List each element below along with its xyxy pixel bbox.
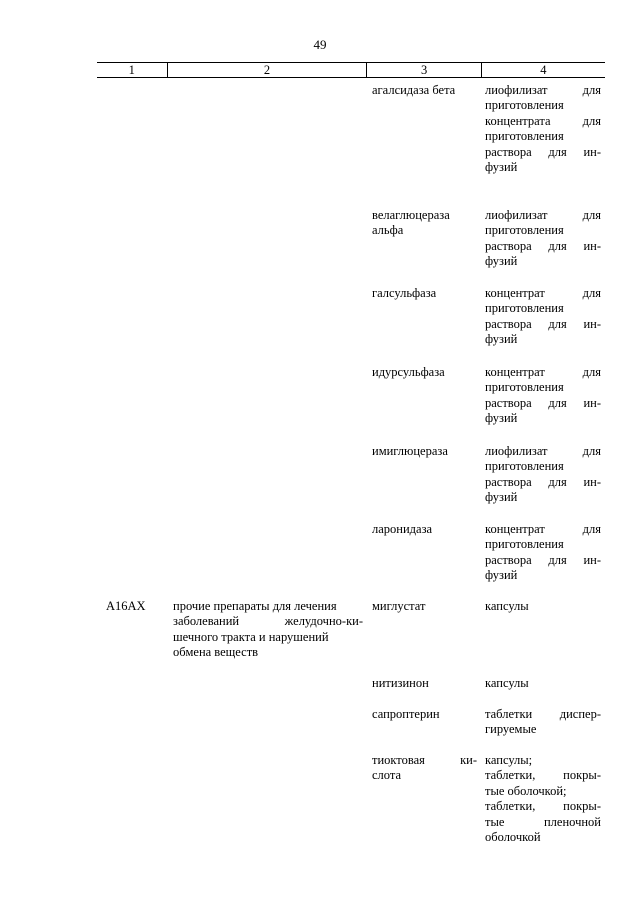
dosage-form (481, 676, 605, 691)
cell-line: ларонидаза (372, 522, 433, 536)
page-number: 49 (313, 37, 327, 52)
cell-line: приготовления (485, 223, 564, 238)
cell-line: капсулы (485, 676, 529, 690)
cell-line: капсулы; (485, 753, 533, 767)
cell-line: галсульфаза (372, 286, 437, 300)
table-header (97, 62, 605, 78)
anatomical-group (167, 444, 367, 506)
cell-line: концентрат для (485, 365, 601, 379)
dosage-form (481, 444, 605, 506)
drug-name (367, 676, 481, 691)
atc-code (97, 208, 167, 270)
header-col-2: 2 (168, 63, 368, 77)
cell-line: лиофилизат для (485, 444, 601, 458)
cell-line: обмена веществ (173, 645, 259, 660)
cell-line: прочие препараты для лечения (173, 599, 337, 613)
cell-line: фузий (485, 568, 518, 583)
cell-line: слота (372, 768, 402, 783)
cell-line: агалсидаза бета (372, 83, 456, 97)
anatomical-group (167, 286, 367, 348)
table-row (97, 522, 605, 584)
dosage-form (481, 753, 605, 845)
drug-name (367, 707, 481, 738)
atc-code (97, 753, 167, 845)
table-row (97, 83, 605, 175)
cell-line: приготовления (485, 98, 564, 113)
drug-name (367, 599, 481, 661)
cell-line: таблетки, покры- (485, 768, 601, 783)
atc-code: А16АХ (106, 599, 146, 613)
atc-code (97, 365, 167, 427)
cell-line: нитизинон (372, 676, 429, 690)
cell-line: приготовления (485, 301, 564, 316)
cell-line: фузий (485, 254, 518, 269)
cell-line: тиоктовая ки- (372, 753, 477, 767)
drug-name (367, 286, 481, 348)
drug-name (367, 444, 481, 506)
cell-line: концентрата для (485, 113, 601, 128)
cell-line: раствора для ин- (485, 144, 601, 159)
cell-line: фузий (485, 411, 518, 426)
drug-name (367, 365, 481, 427)
header-col-1: 1 (97, 63, 168, 77)
cell-line: оболочкой (485, 830, 541, 845)
drug-name (367, 83, 481, 175)
cell-line: капсулы (485, 599, 529, 613)
cell-line: лиофилизат для (485, 208, 601, 222)
table-row (97, 444, 605, 506)
anatomical-group (167, 208, 367, 270)
cell-line: велаглюцераза (372, 208, 450, 222)
cell-line: приготовления (485, 537, 564, 552)
cell-line: таблетки, покры- (485, 799, 601, 814)
cell-line: гируемые (485, 722, 537, 737)
cell-line: приготовления (485, 380, 564, 395)
table-row (97, 365, 605, 427)
drug-name (367, 753, 481, 845)
anatomical-group (167, 753, 367, 845)
cell-line: концентрат для (485, 522, 601, 536)
atc-code (97, 286, 167, 348)
dosage-form (481, 365, 605, 427)
cell-line: тые оболочкой; (485, 783, 567, 798)
cell-line: таблетки диспер- (485, 707, 601, 721)
table-row (97, 208, 605, 270)
cell-line: заболеваний желудочно-ки- (173, 614, 363, 629)
cell-line: лиофилизат для (485, 83, 601, 97)
anatomical-group (167, 83, 367, 175)
dosage-form (481, 522, 605, 584)
table-row (97, 707, 605, 738)
atc-code (97, 444, 167, 506)
cell-line: раствора для ин- (485, 316, 601, 331)
header-col-3: 3 (367, 63, 481, 77)
cell-line: концентрат для (485, 286, 601, 300)
atc-code (97, 522, 167, 584)
cell-line: имиглюцераза (372, 444, 448, 458)
cell-line: тые пленочной (485, 814, 601, 829)
cell-line: раствора для ин- (485, 552, 601, 567)
table-row (97, 676, 605, 691)
anatomical-group (167, 707, 367, 738)
cell-line: миглустат (372, 599, 426, 613)
dosage-form (481, 707, 605, 738)
dosage-form (481, 83, 605, 175)
drug-name (367, 208, 481, 270)
cell-line: фузий (485, 160, 518, 175)
anatomical-group (167, 522, 367, 584)
table-row (97, 286, 605, 348)
atc-code (97, 676, 167, 691)
anatomical-group (167, 599, 367, 661)
dosage-form (481, 286, 605, 348)
cell-line: раствора для ин- (485, 395, 601, 410)
atc-code (97, 83, 167, 175)
cell-line: приготовления (485, 459, 564, 474)
drug-name (367, 522, 481, 584)
dosage-form (481, 208, 605, 270)
cell-line: альфа (372, 223, 404, 238)
header-col-4: 4 (540, 63, 547, 77)
dosage-form (481, 599, 605, 661)
drug-table (97, 62, 605, 845)
cell-line: шечного тракта и нарушений (173, 629, 329, 644)
cell-line: фузий (485, 490, 518, 505)
anatomical-group (167, 676, 367, 691)
cell-line: сапроптерин (372, 707, 440, 721)
atc-code (97, 707, 167, 738)
cell-line: приготовления (485, 129, 564, 144)
cell-line: идурсульфаза (372, 365, 445, 379)
table-row (97, 599, 605, 661)
cell-line: фузий (485, 332, 518, 347)
anatomical-group (167, 365, 367, 427)
cell-line: раствора для ин- (485, 474, 601, 489)
cell-line: раствора для ин- (485, 238, 601, 253)
table-row (97, 753, 605, 845)
